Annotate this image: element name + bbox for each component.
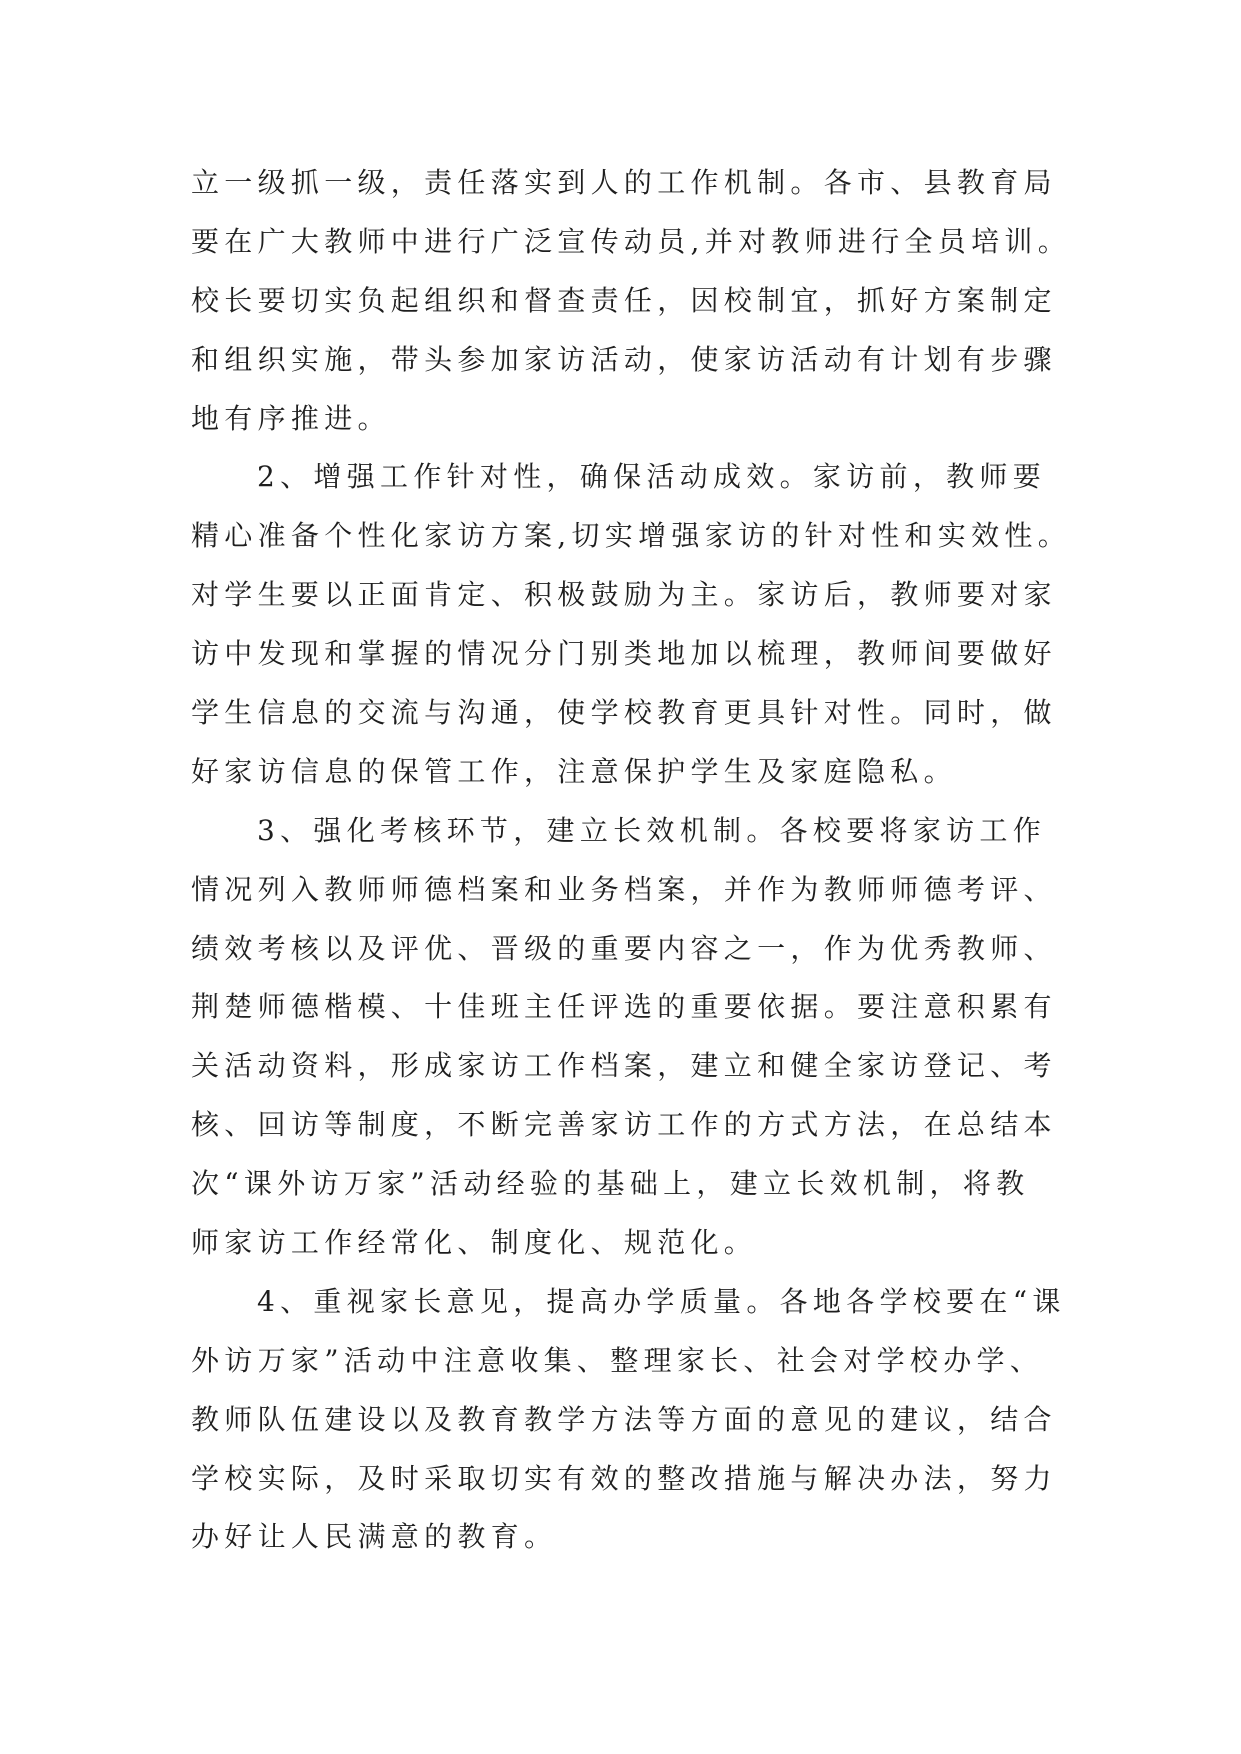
text-line: 精心准备个性化家访方案,切实增强家访的针对性和实效性。 [191, 519, 1072, 553]
text-line: 师家访工作经常化、制度化、规范化。 [191, 1226, 758, 1260]
paragraph-3 [191, 802, 1241, 1273]
text-line: 学生信息的交流与沟通，使学校教育更具针对性。同时，做 [191, 696, 1057, 730]
text-line: 情况列入教师师德档案和业务档案，并作为教师师德考评、 [191, 872, 1057, 906]
text-line: 对学生要以正面肯定、积极鼓励为主。家访后，教师要对家 [191, 578, 1057, 612]
text-line: 荆楚师德楷模、十佳班主任评选的重要依据。要注意积累有 [191, 990, 1057, 1024]
text-line: 4、重视家长意见，提高办学质量。各地各学校要在“课 [257, 1284, 1066, 1318]
text-line: 和组织实施，带头参加家访活动，使家访活动有计划有步骤 [191, 342, 1057, 376]
text-line: 好家访信息的保管工作，注意保护学生及家庭隐私。 [191, 754, 957, 788]
text-line: 次“课外访万家”活动经验的基础上，建立长效机制，将教 [191, 1167, 1030, 1201]
text-line: 教师队伍建设以及教育教学方法等方面的意见的建议，结合 [191, 1402, 1057, 1436]
text-line: 外访万家”活动中注意收集、整理家长、社会对学校办学、 [191, 1343, 1044, 1377]
text-line: 立一级抓一级，责任落实到人的工作机制。各市、县教育局 [191, 166, 1057, 199]
text-line: 绩效考核以及评优、晋级的重要内容之一，作为优秀教师、 [191, 931, 1057, 965]
text-line: 关活动资料，形成家访工作档案，建立和健全家访登记、考 [191, 1049, 1057, 1083]
text-line: 3、强化考核环节，建立长效机制。各校要将家访工作 [257, 813, 1047, 847]
paragraph-4 [191, 1273, 1241, 1567]
text-line: 学校实际，及时采取切实有效的整改措施与解决办法，努力 [191, 1461, 1057, 1495]
text-line: 校长要切实负起组织和督查责任，因校制宜，抓好方案制定 [191, 283, 1057, 317]
text-line: 要在广大教师中进行广泛宣传动员,并对教师进行全员培训。 [191, 224, 1072, 258]
text-line: 2、增强工作针对性，确保活动成效。家访前，教师要 [257, 460, 1047, 494]
text-line: 地有序推进。 [191, 401, 391, 435]
text-line: 核、回访等制度，不断完善家访工作的方式方法，在总结本 [191, 1108, 1057, 1142]
paragraph-1 [191, 154, 1241, 448]
text-line: 访中发现和掌握的情况分门别类地加以梳理，教师间要做好 [191, 637, 1057, 671]
text-line: 办好让人民满意的教育。 [191, 1520, 558, 1554]
paragraph-2 [191, 448, 1241, 801]
